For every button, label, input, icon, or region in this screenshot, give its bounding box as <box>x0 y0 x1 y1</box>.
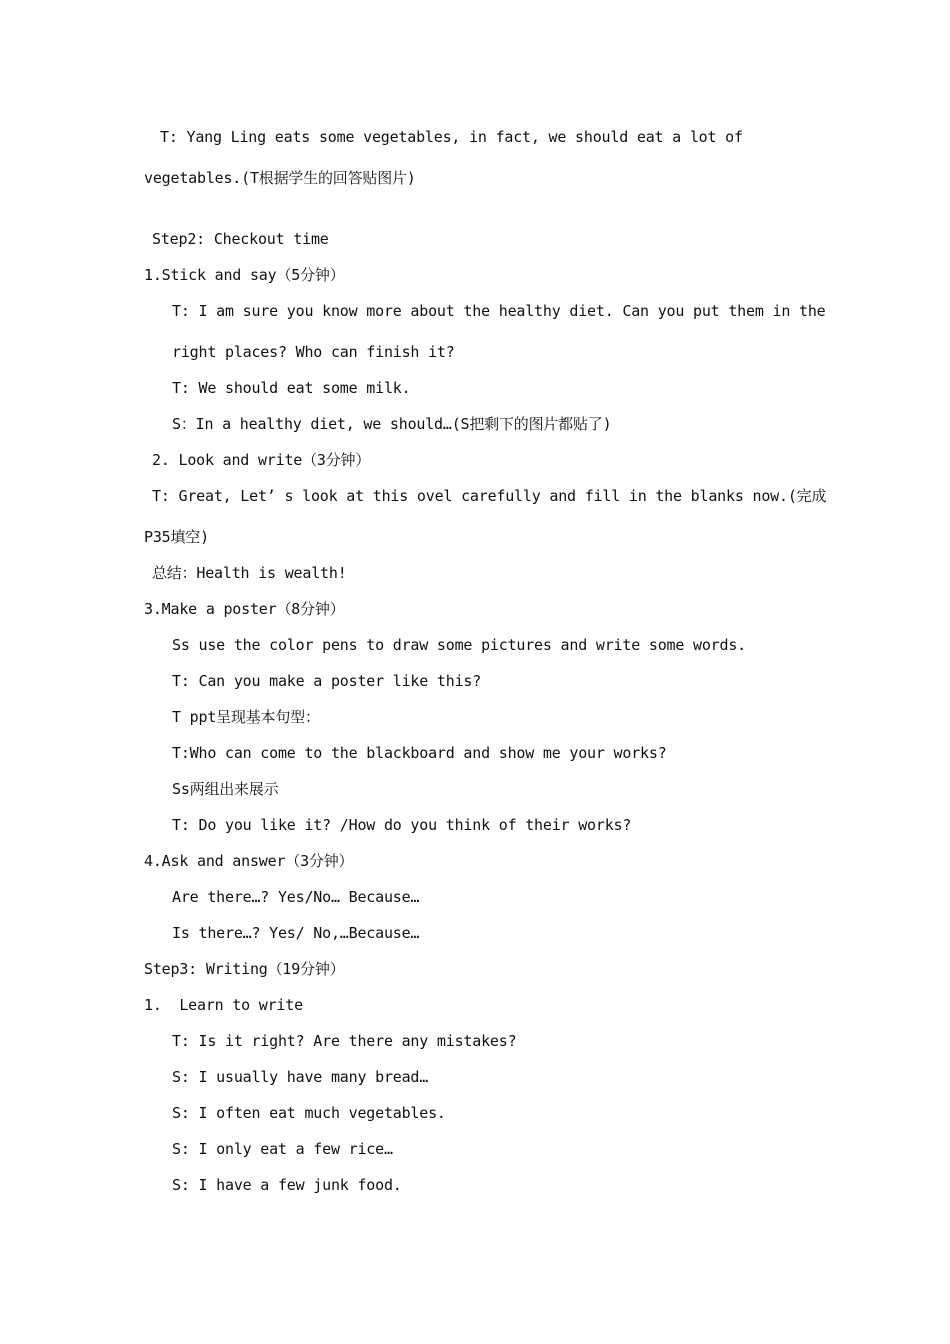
text-line: T: We should eat some milk. <box>172 379 411 397</box>
text-line: S: I have a few junk food. <box>172 1176 402 1194</box>
text-line: S：In a healthy diet, we should…(S把剩下的图片都贴了) <box>172 415 612 433</box>
text-line: T: Yang Ling eats some vegetables, in fact, we should eat a lot of <box>160 128 743 146</box>
text-line: Are there…? Yes/No… Because… <box>172 888 420 906</box>
text-line: vegetables.(T根据学生的回答贴图片) <box>144 169 416 187</box>
text-line: right places? Who can finish it? <box>172 343 455 361</box>
section-heading: 4.Ask and answer（3分钟） <box>144 852 354 870</box>
summary-line: 总结：Health is wealth! <box>152 564 347 582</box>
step-heading: Step2: Checkout time <box>152 230 329 248</box>
text-line: S: I usually have many bread… <box>172 1068 429 1086</box>
text-line: Ss两组出来展示 <box>172 780 279 798</box>
section-heading: 3.Make a poster（8分钟） <box>144 600 345 618</box>
text-line: P35填空) <box>144 528 209 546</box>
text-line: S: I often eat much vegetables. <box>172 1104 446 1122</box>
text-line: T: Do you like it? /How do you think of their works? <box>172 816 632 834</box>
text-line: T:Who can come to the blackboard and show me your works? <box>172 744 667 762</box>
text-line: T: I am sure you know more about the healthy diet. Can you put them in the <box>172 302 826 320</box>
text-line: Ss use the color pens to draw some pictures and write some words. <box>172 636 746 654</box>
step-heading: Step3: Writing（19分钟） <box>144 960 345 978</box>
text-line: T: Is it right? Are there any mistakes? <box>172 1032 517 1050</box>
text-line: Is there…? Yes/ No,…Because… <box>172 924 420 942</box>
text-line: T ppt呈现基本句型： <box>172 708 320 726</box>
section-heading: 1.Stick and say（5分钟） <box>144 266 345 284</box>
text-line: S: I only eat a few rice… <box>172 1140 393 1158</box>
text-line: T: Can you make a poster like this? <box>172 672 482 690</box>
section-heading: 2. Look and write（3分钟） <box>152 451 371 469</box>
section-heading: 1. Learn to write <box>144 996 303 1014</box>
text-line: T: Great, Let’ s look at this ovel carefully and fill in the blanks now.(完成 <box>152 487 827 505</box>
